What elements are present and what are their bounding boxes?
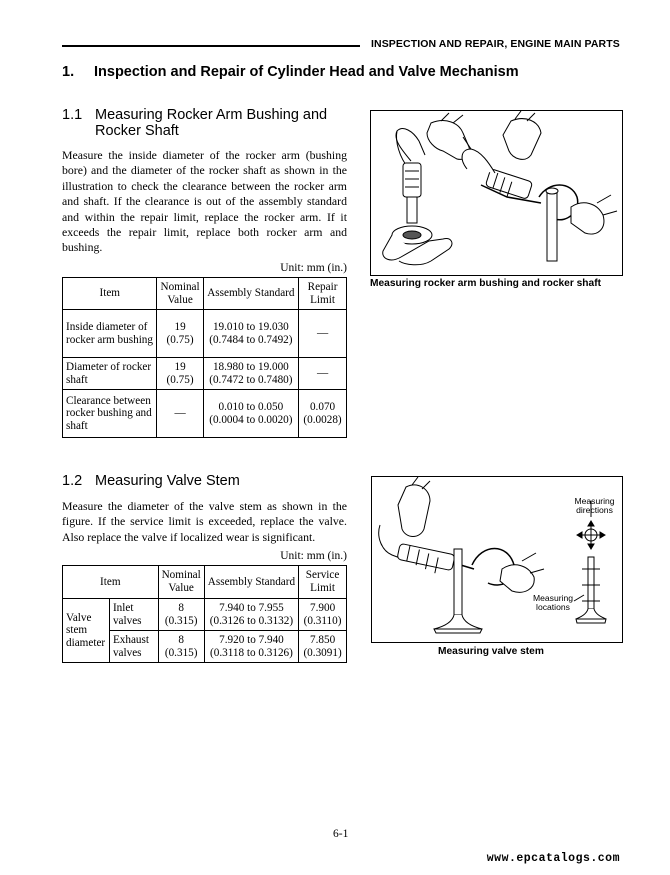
row-item: Inlet valves [109,599,158,631]
chapter-title-text: Inspection and Repair of Cylinder Head and Valve Mechanism [94,64,519,80]
header-nominal: Nominal Value [157,278,203,310]
chapter-title [62,64,519,80]
row-group-label: Valve stem diameter [63,599,110,663]
row-limit: — [299,310,347,358]
row-limit: — [299,358,347,390]
header-standard: Assembly Standard [204,566,298,599]
row-standard: 7.920 to 7.940 (0.3118 to 0.3126) [204,631,298,663]
rocker-arm-figure [370,110,623,276]
section-title-text: Measuring Valve Stem [95,473,240,489]
row-nominal: — [157,390,203,438]
table-header-row [63,278,347,310]
table-row [63,310,347,358]
valve-stem-figure [371,476,623,643]
row-item: Inside diameter of rocker arm bushing [63,310,157,358]
chapter-number: 1. [62,64,75,80]
row-item: Exhaust valves [109,631,158,663]
header-standard: Assembly Standard [203,278,298,310]
row-item: Clearance between rocker bushing and shaft [63,390,157,438]
row-standard: 0.010 to 0.050 (0.0004 to 0.0020) [203,390,298,438]
header-limit: Repair Limit [299,278,347,310]
watermark: www.epcatalogs.com [486,852,620,865]
header-item: Item [63,278,157,310]
measuring-directions-label: Measuring directions [574,496,615,515]
header-nominal: Nominal Value [158,566,204,599]
row-limit: 0.070 (0.0028) [299,390,347,438]
row-item: Diameter of rocker shaft [63,358,157,390]
row-standard: 18.980 to 19.000 (0.7472 to 0.7480) [203,358,298,390]
section-1-2-body: Measure the diameter of the valve stem as shown in the figure. If the service limit is exceeded, replace the valve. Also replace the valve if localized wear is significant. [62,499,347,544]
section-number: 1.2 [62,473,83,489]
section-title-1-1 [62,107,362,139]
row-limit: 7.850 (0.3091) [299,631,347,663]
header-rule [62,45,360,47]
header-item: Item [63,566,159,599]
figure-caption-valve: Measuring valve stem [438,646,544,657]
rocker-spec-table [62,277,347,438]
figure-caption-rocker: Measuring rocker arm bushing and rocker shaft [370,278,601,289]
section-1-1-body: Measure the inside diameter of the rocker arm (bushing bore) and the diameter of the rocker shaft as shown in the illustration to check the clearance between the rocker arm and shaft. If the clearance is out of the assembly standard and within the repair limit, replace the rocker arm. If it exceeds the repair limit, replace both rocker arm and bushing. [62,148,347,255]
measuring-locations-label: Measuring locations [532,593,574,612]
header-limit: Service Limit [299,566,347,599]
table-header-row [63,566,347,599]
section-title-text: Measuring Rocker Arm Bushing and Rocker Shaft [95,107,328,139]
table-row [63,390,347,438]
section-title-1-2 [62,473,362,489]
row-standard: 19.010 to 19.030 (0.7484 to 0.7492) [203,310,298,358]
page-number: 6-1 [333,828,349,840]
rocker-arm-illustration [371,111,622,275]
table-row [63,599,347,631]
row-nominal: 8 (0.315) [158,631,204,663]
row-limit: 7.900 (0.3110) [299,599,347,631]
table-row [63,358,347,390]
running-header: INSPECTION AND REPAIR, ENGINE MAIN PARTS [371,38,620,50]
row-nominal: 19 (0.75) [157,310,203,358]
unit-label: Unit: mm (in.) [280,262,347,274]
row-standard: 7.940 to 7.955 (0.3126 to 0.3132) [204,599,298,631]
row-nominal: 19 (0.75) [157,358,203,390]
section-number: 1.1 [62,107,83,123]
valve-stem-spec-table [62,565,347,663]
row-nominal: 8 (0.315) [158,599,204,631]
unit-label: Unit: mm (in.) [280,550,347,562]
